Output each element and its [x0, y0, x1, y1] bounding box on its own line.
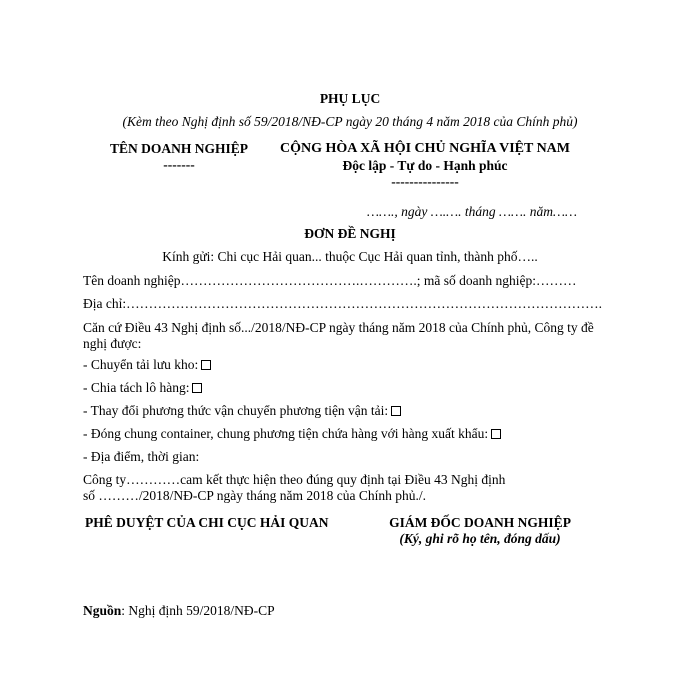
motto-dashes: ---------------: [391, 174, 459, 189]
commitment-line-1: Công ty…………cam kết thực hiện theo đúng quy định tại Điều 43 Nghị định: [83, 472, 506, 487]
appendix-title: PHỤ LỤC: [319, 91, 381, 106]
checkbox[interactable]: [192, 383, 202, 393]
place-time-line: - Địa điểm, thời gian:: [83, 449, 200, 464]
nation-heading: CỘNG HÒA XÃ HỘI CHỦ NGHĨA VIỆT NAM: [279, 141, 570, 156]
company-name-dashes: -------: [163, 157, 195, 172]
basis-line-2: nghị được:: [83, 336, 142, 351]
director-heading: GIÁM ĐỐC DOANH NGHIỆP: [389, 515, 571, 530]
checkbox[interactable]: [391, 406, 401, 416]
company-field-line: Tên doanh nghiệp………………………………….………….; mã số doanh nghiệp:………: [83, 273, 577, 288]
appendix-subtitle: (Kèm theo Nghị định số 59/2018/NĐ-CP ngày 20 tháng 4 năm 2018 của Chính phủ): [122, 114, 578, 129]
recipient-line: Kính gửi: Chi cục Hải quan... thuộc Cục Hải quan tỉnh, thành phố…..: [162, 249, 538, 264]
source-line: [83, 603, 275, 619]
option-split-shipment: [83, 380, 202, 396]
checkbox[interactable]: [491, 429, 501, 439]
option-shared-container: [83, 426, 501, 442]
company-name-heading: TÊN DOANH NGHIỆP: [109, 141, 248, 156]
option-label: - Chuyển tải lưu kho:: [83, 357, 199, 372]
motto: Độc lập - Tự do - Hạnh phúc: [342, 158, 508, 173]
checkbox[interactable]: [201, 360, 211, 370]
source-text: : Nghị định 59/2018/NĐ-CP: [121, 603, 275, 618]
address-field-line: Địa chỉ:…………………………………………………………………………………………….: [83, 296, 602, 311]
source-label: Nguồn: [83, 603, 122, 618]
director-sign-note: (Ký, ghi rõ họ tên, đóng dấu): [399, 531, 561, 546]
option-change-transport: [83, 403, 401, 419]
option-label: - Chia tách lô hàng:: [83, 380, 190, 395]
date-line: ……., ngày ….…. tháng ……. năm……: [367, 204, 578, 219]
option-transshipment: [83, 357, 211, 373]
form-title: ĐƠN ĐỀ NGHỊ: [304, 226, 396, 241]
customs-approval-heading: PHÊ DUYỆT CỦA CHI CỤC HẢI QUAN: [85, 515, 329, 530]
option-label: - Thay đổi phương thức vận chuyển phương tiện vận tải:: [83, 403, 389, 418]
basis-line-1: Căn cứ Điều 43 Nghị định số.../2018/NĐ-CP ngày tháng năm 2018 của Chính phủ, Công ty đề: [83, 320, 594, 335]
commitment-line-2: số ………/2018/NĐ-CP ngày tháng năm 2018 của Chính phủ./.: [83, 488, 426, 503]
option-label: - Đóng chung container, chung phương tiện chứa hàng với hàng xuất khẩu:: [83, 426, 489, 441]
